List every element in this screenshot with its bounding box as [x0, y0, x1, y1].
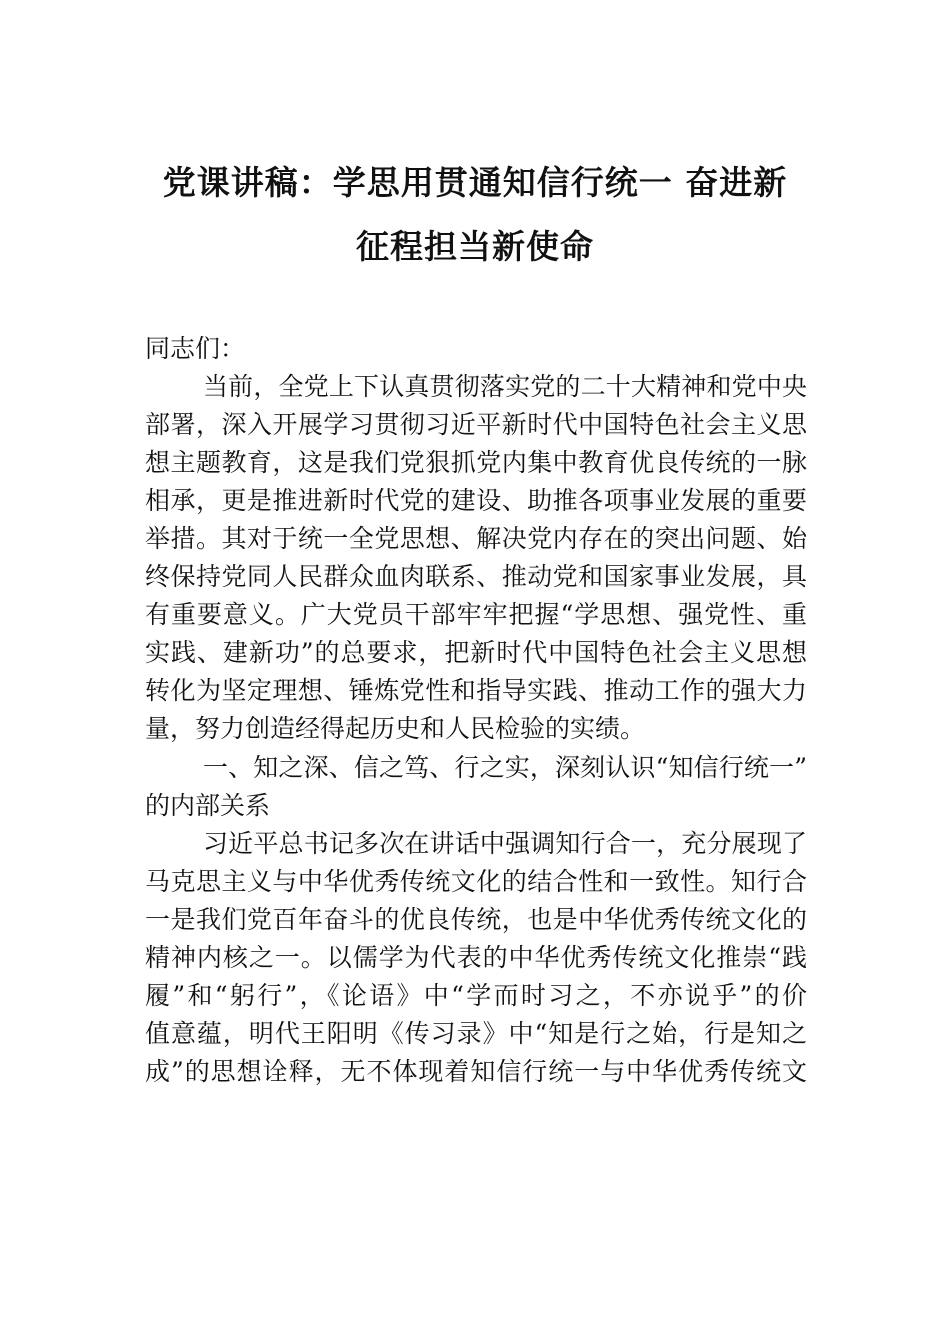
text-line: 一是我们党百年奋斗的优良传统，也是中华优秀传统文化的 — [145, 904, 807, 934]
text-line: 精神内核之一。以儒学为代表的中华优秀传统文化推崇“践 — [145, 942, 807, 972]
document-title-line-1: 党课讲稿：学思用贯通知信行统一 奋进新 — [162, 163, 788, 202]
text-line: 成”的思想诠释，无不体现着知信行统一与中华优秀传统文 — [145, 1056, 807, 1086]
text-line: 履”和“躬行”，《论语》中“学而时习之，不亦说乎”的价 — [145, 980, 807, 1010]
text-line: 转化为坚定理想、锤炼党性和指导实践、推动工作的强大力 — [145, 676, 807, 706]
document-body — [145, 330, 807, 1091]
text-line: 马克思主义与中华优秀传统文化的结合性和一致性。知行合 — [145, 866, 807, 896]
text-line: 实践、建新功”的总要求，把新时代中国特色社会主义思想 — [145, 638, 807, 668]
text-line: 量，努力创造经得起历史和人民检验的实绩。 — [145, 714, 646, 744]
text-line: 有重要意义。广大党员干部牢牢把握“学思想、强党性、重 — [145, 600, 807, 630]
text-line: 终保持党同人民群众血肉联系、推动党和国家事业发展，具 — [145, 562, 807, 592]
text-line: 部署，深入开展学习贯彻习近平新时代中国特色社会主义思 — [145, 410, 807, 440]
document-title-line-2: 征程担当新使命 — [356, 227, 594, 266]
text-line: 同志们： — [145, 334, 246, 363]
text-line: 当前，全党上下认真贯彻落实党的二十大精神和党中央 — [203, 372, 807, 402]
text-line: 习近平总书记多次在讲话中强调知行合一，充分展现了 — [203, 828, 807, 858]
text-line: 想主题教育，这是我们党狠抓党内集中教育优良传统的一脉 — [145, 448, 807, 478]
text-line: 一、知之深、信之笃、行之实，深刻认识“知信行统一” — [203, 752, 807, 782]
text-line: 值意蕴，明代王阳明《传习录》中“知是行之始，行是知之 — [145, 1018, 807, 1048]
text-line: 举措。其对于统一全党思想、解决党内存在的突出问题、始 — [145, 524, 807, 554]
text-line: 的内部关系 — [145, 790, 271, 820]
text-line: 相承，更是推进新时代党的建设、助推各项事业发展的重要 — [145, 486, 807, 516]
